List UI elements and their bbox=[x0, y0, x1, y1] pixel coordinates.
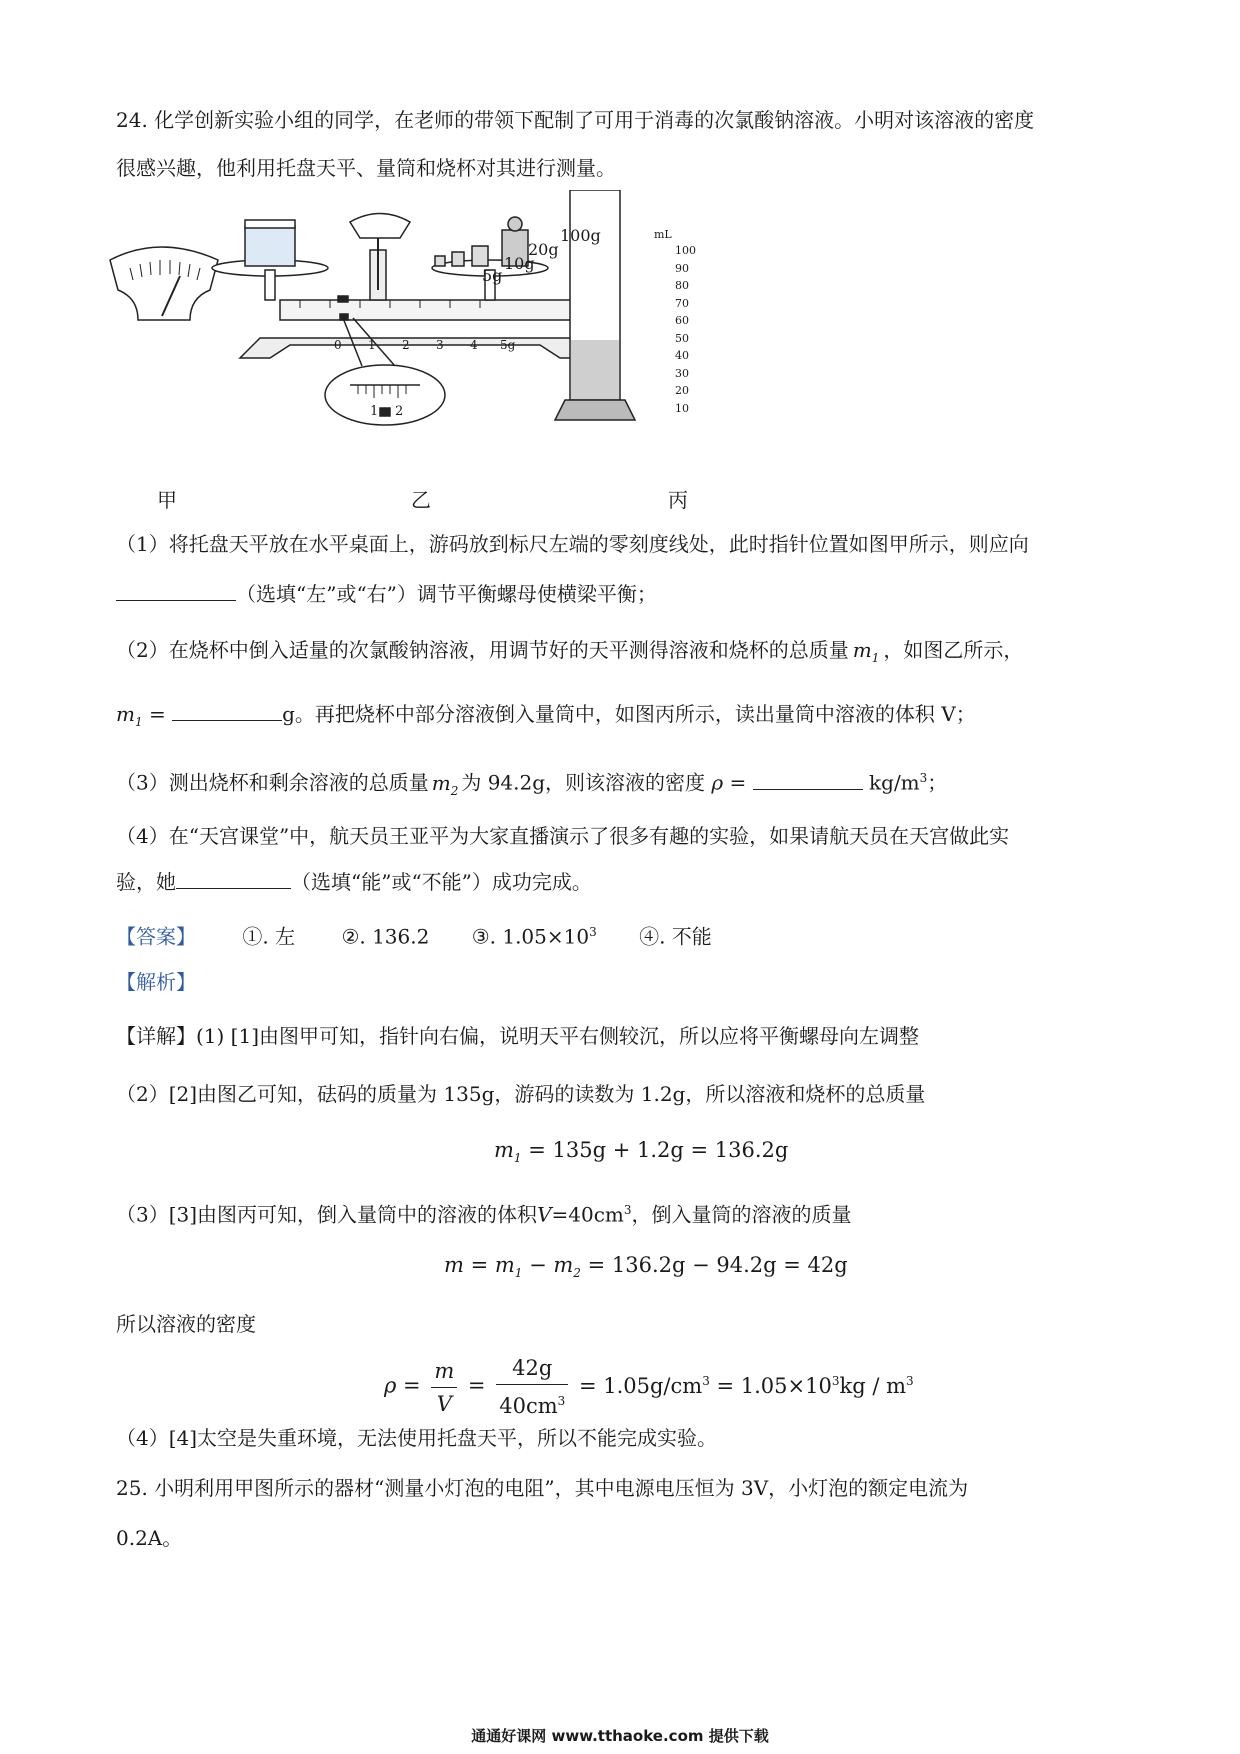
q25-line2: 0.2A。 bbox=[116, 1526, 183, 1550]
equation-1: $m_1 = 135g + 1.2g = 136.2g$ bbox=[494, 1138, 789, 1166]
q24-p2-line2: $m_1 = g$。再把烧杯中部分溶液倒入量筒中，如图丙所示，读出量筒中溶液的体积 V； bbox=[116, 702, 976, 729]
q24-p1-line1: （1）将托盘天平放在水平桌面上，游码放到标尺左端的零刻度线处，此时指针位置如图甲所示，则应向 bbox=[116, 532, 1029, 556]
q24-p2-eq-sign: = bbox=[148, 702, 166, 726]
equation-2-a: m = m bbox=[444, 1253, 515, 1277]
q24-p2-text-b: ，如图乙所示， bbox=[883, 638, 1024, 662]
cylinder-tick: 50 bbox=[675, 331, 689, 345]
cylinder-tick: 40 bbox=[675, 349, 689, 362]
detail-4: （4）[4]太空是失重环境，无法使用托盘天平，所以不能完成实验。 bbox=[116, 1426, 718, 1450]
q24-p3-eq-sign: = bbox=[729, 770, 747, 795]
cylinder-tick: 80 bbox=[675, 279, 689, 292]
equation-2-c: = 136.2g − 94.2g = 42g bbox=[580, 1253, 848, 1277]
cylinder-tick-labels bbox=[675, 242, 696, 417]
detail-2: （2）[2]由图乙可知，砝码的质量为 135g，游码的读数为 1.2g，所以溶液和烧杯的总质量 bbox=[116, 1082, 926, 1106]
rider-scale-0: 0 bbox=[334, 338, 342, 352]
q25-line1: 25. 小明利用甲图所示的器材“测量小灯泡的电阻”，其中电源电压恒为 3V，小灯泡的额定电流为 bbox=[116, 1476, 969, 1500]
q24-p2-text-c: g。再把烧杯中部分溶液倒入量筒中，如图丙所示，读出量筒中溶液的体积 V； bbox=[282, 702, 976, 726]
equation-3-rho: ρ = bbox=[384, 1373, 421, 1398]
page-footer[interactable]: 通通好课网 www.tthaoke.com 提供下载 bbox=[471, 1727, 769, 1745]
answer-tag: 【答案】 bbox=[116, 924, 196, 949]
answer-2: ②. 136.2 bbox=[341, 924, 430, 949]
q24-p4-text-a: 验，她 bbox=[116, 870, 176, 894]
rider-scale-1: 1 bbox=[368, 338, 376, 352]
pointer-scale-diagram bbox=[110, 247, 218, 320]
weight-label-10g: 10g bbox=[504, 254, 535, 273]
q24-p3: （3）测出烧杯和剩余溶液的总质量 $m_2$ 为 94.2g，则该溶液的密度 $\rho = kg/m^3$； bbox=[116, 770, 948, 798]
rider-scale-3: 3 bbox=[436, 338, 444, 352]
q24-p2-text-a: （2）在烧杯中倒入适量的次氯酸钠溶液，用调节好的天平测得溶液和烧杯的总质量 bbox=[116, 638, 849, 662]
q24-stem-line2: 很感兴趣，他利用托盘天平、量筒和烧杯对其进行测量。 bbox=[116, 156, 616, 180]
equation-1-body: = 135g + 1.2g = 136.2g bbox=[528, 1138, 789, 1162]
q24-p1-line2 bbox=[116, 580, 657, 608]
fraction-m-over-v bbox=[431, 1355, 457, 1420]
detail-3-text-b: =40cm bbox=[551, 1202, 624, 1227]
detail-3-text-c: ，倒入量筒的溶液的质量 bbox=[631, 1202, 852, 1227]
answer-row bbox=[116, 918, 712, 951]
answer-4: ④. 不能 bbox=[639, 924, 712, 949]
equation-3-rest: = 1.05g/cm bbox=[578, 1373, 703, 1398]
weight-label-5g: 5g bbox=[482, 266, 503, 285]
q24-p3-text-b: 为 94.2g，则该溶液的密度 bbox=[461, 770, 706, 795]
q24-stem-line1: 24. 化学创新实验小组的同学，在老师的带领下配制了可用于消毒的次氯酸钠溶液。小明对该溶液的密度 bbox=[116, 108, 1035, 132]
fraction-numerator-42: 42g bbox=[496, 1352, 568, 1385]
zoom-scale-1: 1 bbox=[370, 404, 379, 419]
fraction-denominator-40: 40cm bbox=[499, 1394, 558, 1418]
q24-p4-line1: （4）在“天宫课堂”中，航天员王亚平为大家直播演示了很多有趣的实验，如果请航天员在天宫做此实 bbox=[116, 824, 1010, 848]
detail-1: 【详解】(1) [1]由图甲可知，指针向右偏，说明天平右侧较沉，所以应将平衡螺母向左调整 bbox=[116, 1024, 920, 1048]
answer-3-exponent: 3 bbox=[589, 925, 597, 939]
detail-3: （3）[3]由图丙可知，倒入量筒中的溶液的体积$V=40cm^3$，倒入量筒的溶液的质量 bbox=[116, 1202, 852, 1227]
q24-figure bbox=[100, 190, 740, 480]
detail-3-text-a: （3）[3]由图丙可知，倒入量筒中的溶液的体积 bbox=[116, 1202, 538, 1227]
cylinder-tick: 20 bbox=[675, 384, 689, 397]
cylinder-unit: mL bbox=[654, 228, 672, 241]
fraction-42-over-40: $\frac{42g}{40cm^3}$ bbox=[496, 1352, 568, 1422]
rider-scale-5g: 5g bbox=[500, 338, 516, 352]
equation-3-rest3: kg / m bbox=[839, 1373, 907, 1398]
cylinder-tick: 10 bbox=[675, 401, 689, 415]
answer-blank-2[interactable] bbox=[172, 700, 282, 721]
q24-p4-line2 bbox=[116, 868, 592, 896]
weight-label-100g: 100g bbox=[560, 226, 601, 245]
weight-label-20g: 20g bbox=[528, 240, 559, 259]
q24-p2-line1: （2）在烧杯中倒入适量的次氯酸钠溶液，用调节好的天平测得溶液和烧杯的总质量 $m_1$ ，如图乙所示， bbox=[116, 638, 1024, 665]
rider-scale-4: 4 bbox=[470, 338, 478, 352]
equation-3: ρ = $\frac{m}{V}$ = $\frac{42g}{40cm^3}$ = $1.05g/cm^3 = 1.05\times 10^3kg / m^3$ bbox=[384, 1352, 914, 1422]
cylinder-tick: 70 bbox=[675, 296, 689, 310]
answer-blank-1[interactable] bbox=[116, 580, 236, 601]
equation-2: $m = m_1 - m_2 = 136.2g - 94.2g = 42g$ bbox=[444, 1253, 848, 1281]
equation-2-b: − m bbox=[522, 1253, 574, 1277]
label-bing: 丙 bbox=[668, 488, 688, 512]
cylinder-tick: 90 bbox=[675, 261, 689, 275]
cylinder-tick: 100 bbox=[675, 244, 696, 257]
q24-p3-end: ； bbox=[927, 770, 948, 795]
fraction-denominator-v: V bbox=[436, 1391, 452, 1416]
cylinder-tick: 30 bbox=[675, 366, 689, 380]
answer-1: ①. 左 bbox=[242, 924, 296, 949]
q24-p1-line2-text: （选填“左”或“右”）调节平衡螺母使横梁平衡； bbox=[236, 582, 657, 606]
q24-p4-text-b: （选填“能”或“不能”）成功完成。 bbox=[291, 870, 592, 894]
label-yi: 乙 bbox=[411, 488, 431, 512]
q24-p3-text-a: （3）测出烧杯和剩余溶液的总质量 bbox=[116, 770, 429, 795]
rider-scale-2: 2 bbox=[402, 338, 410, 352]
fraction-numerator-m: m bbox=[431, 1355, 457, 1388]
label-jia: 甲 bbox=[157, 488, 177, 512]
equation-3-rest2: = 1.05×10 bbox=[709, 1373, 832, 1398]
zoom-scale-2: 2 bbox=[395, 404, 404, 419]
answer-blank-4[interactable] bbox=[176, 868, 291, 889]
answer-blank-3[interactable] bbox=[753, 769, 863, 790]
q24-p3-unit: kg/m bbox=[869, 770, 920, 795]
density-text: 所以溶液的密度 bbox=[116, 1312, 256, 1336]
cylinder-tick: 60 bbox=[675, 314, 689, 327]
answer-3: ③. 1.05×10 bbox=[471, 924, 590, 949]
analysis-tag: 【解析】 bbox=[116, 970, 196, 994]
